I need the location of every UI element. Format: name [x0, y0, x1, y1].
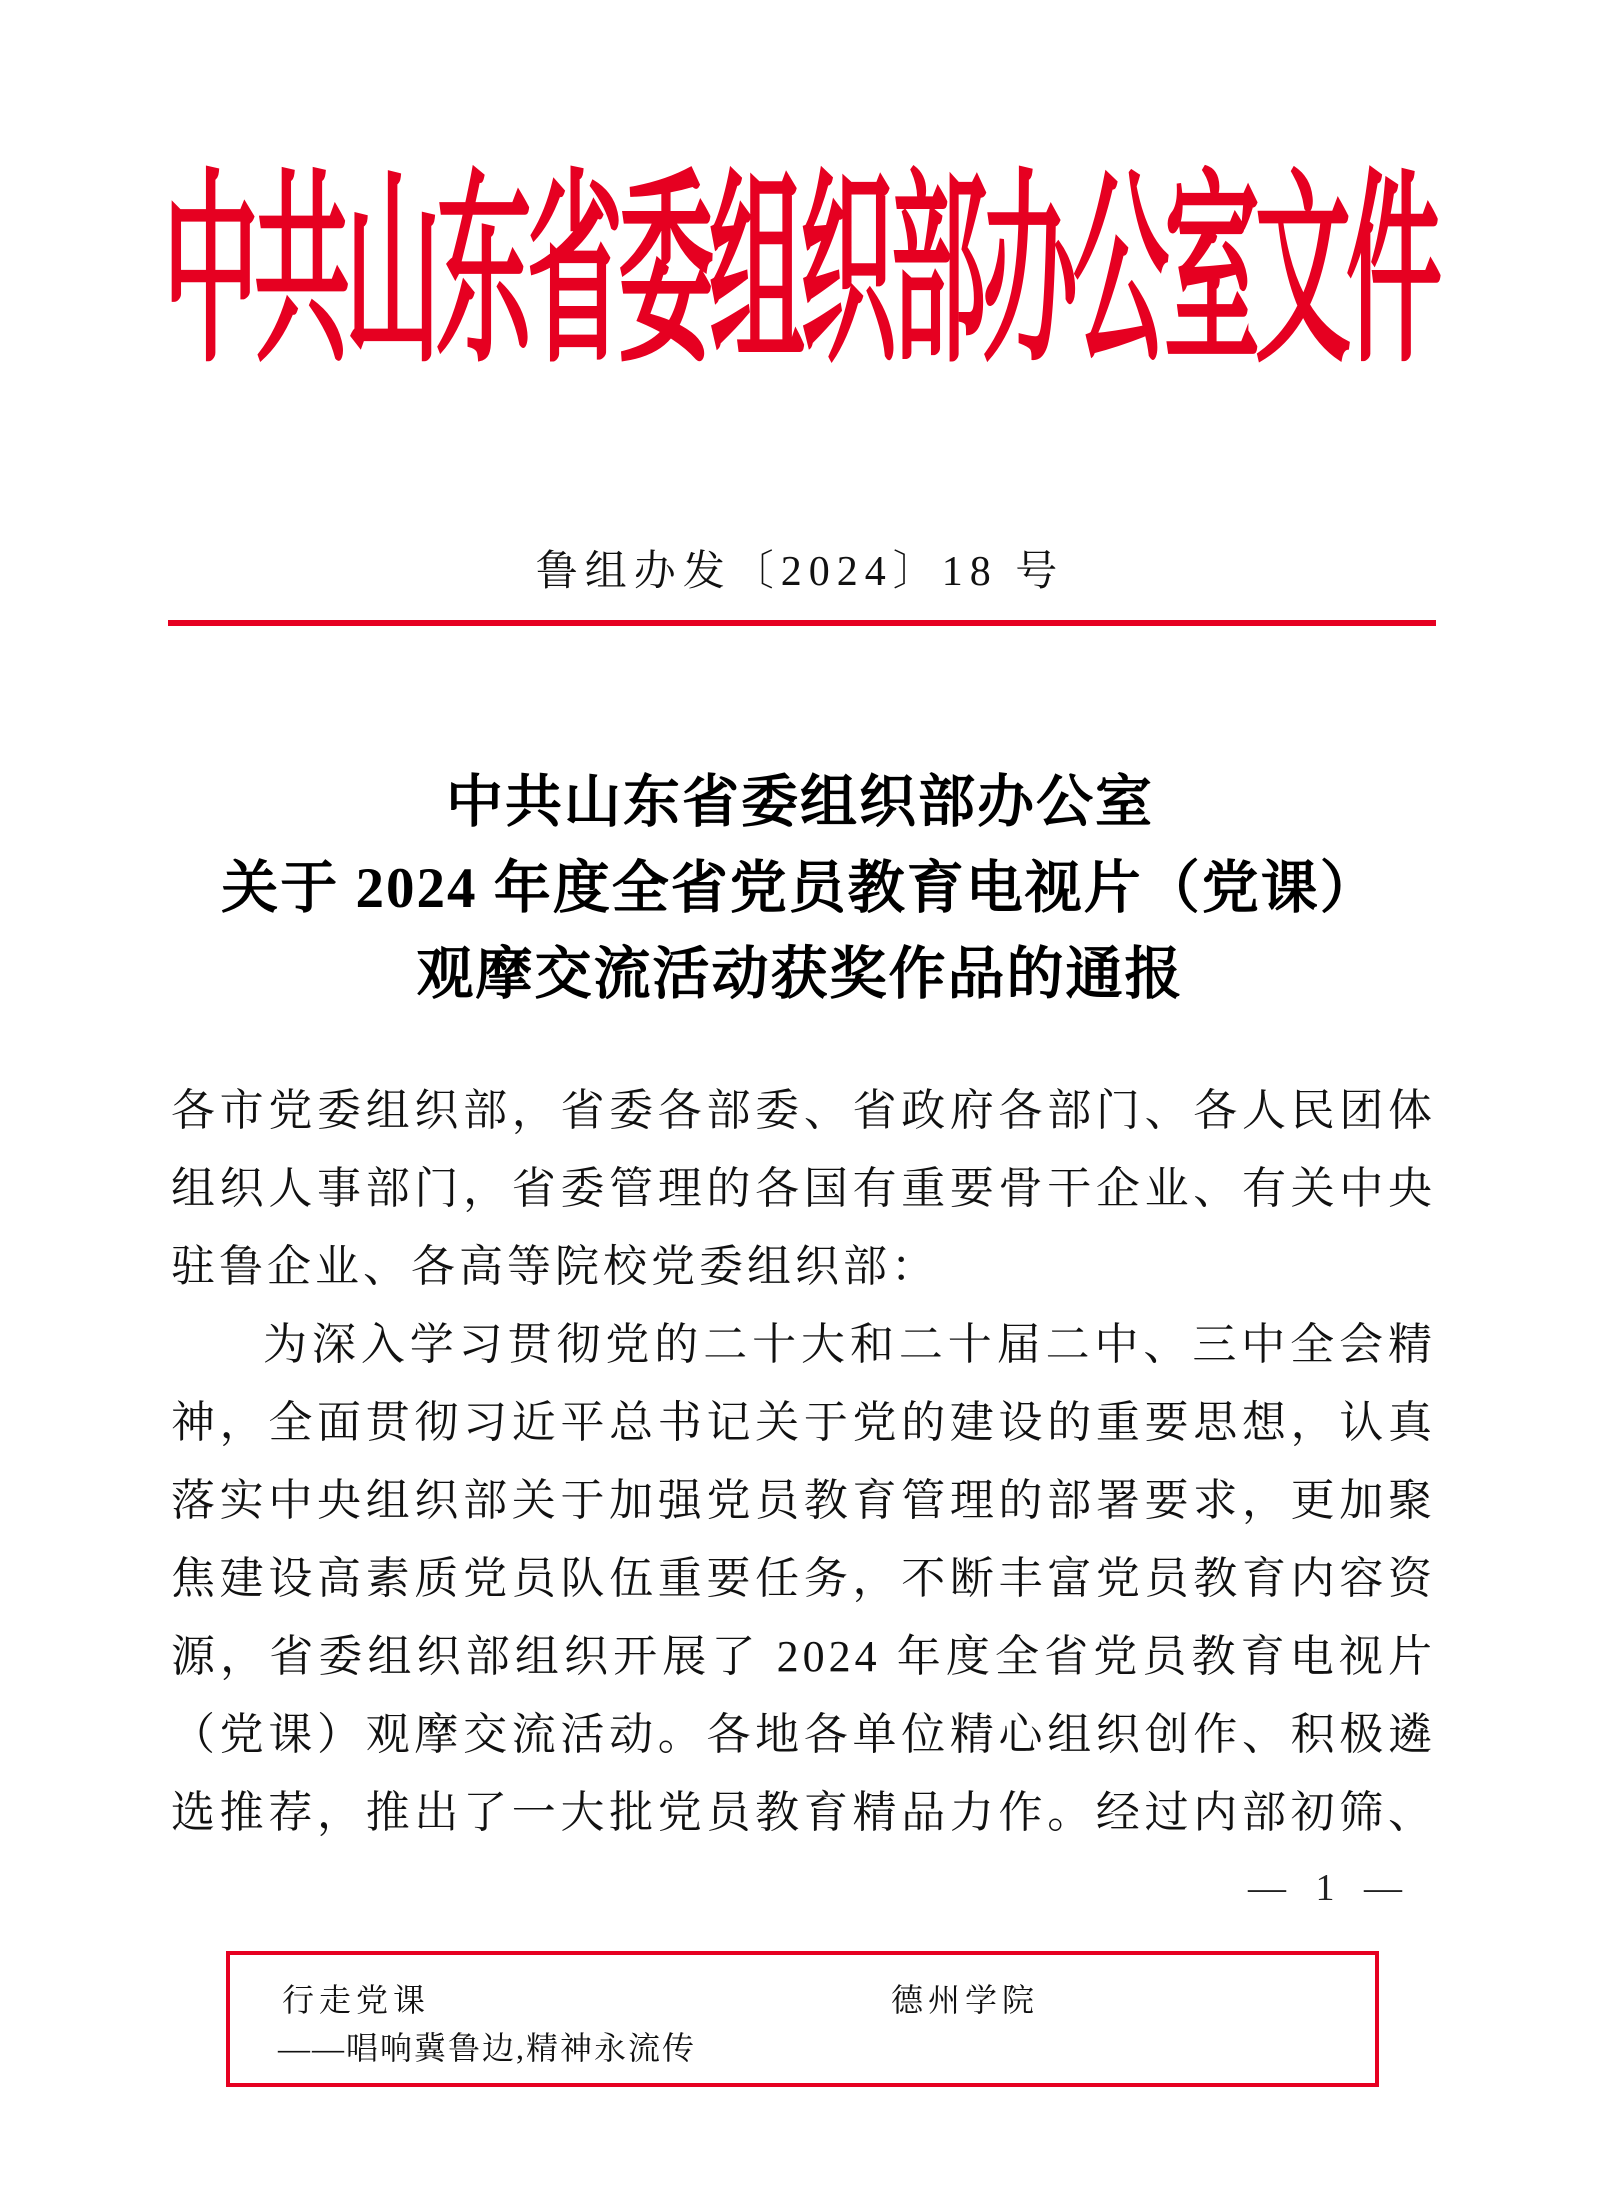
body-line: 焦建设高素质党员队伍重要任务，不断丰富党员教育内容资 [171, 1554, 1436, 1603]
doc-number: 鲁组办发〔2024〕18 号 [535, 549, 1065, 595]
work-unit: 德州学院 [891, 1982, 1040, 2018]
work-title: 行走党课 [282, 1982, 431, 2018]
body-paragraphs [171, 1072, 1436, 1852]
red-separator-line [168, 620, 1436, 626]
red-header-banner [0, 157, 1600, 388]
org-banner-text: 中共山东省委组织部办公室文件 [163, 157, 1437, 388]
page-number: — 1 — [1248, 1867, 1404, 1909]
body-line: 落实中央组织部关于加强党员教育管理的部署要求，更加聚 [171, 1476, 1436, 1525]
doc-title [0, 760, 1600, 1018]
body-line: 驻鲁企业、各高等院校党委组织部： [171, 1242, 939, 1291]
body-line: 为深入学习贯彻党的二十大和二十届二中、三中全会精 [263, 1320, 1436, 1369]
body-line: 源，省委组织部组织开展了 2024 年度全省党员教育电视片 [171, 1632, 1436, 1681]
body-line: 组织人事部门，省委管理的各国有重要骨干企业、有关中央 [171, 1164, 1436, 1213]
body-line: 各市党委组织部，省委各部委、省政府各部门、各人民团体 [171, 1086, 1436, 1135]
doc-title-line-3: 观摩交流活动获奖作品的通报 [416, 943, 1184, 1006]
body-line: （党课）观摩交流活动。各地各单位精心组织创作、积极遴 [171, 1710, 1436, 1759]
footer-box [226, 1951, 1379, 2087]
body-line: 选推荐，推出了一大批党员教育精品力作。经过内部初筛、 [171, 1788, 1436, 1837]
work-subtitle: ——唱响冀鲁边,精神永流传 [278, 2030, 697, 2066]
body-line: 神，全面贯彻习近平总书记关于党的建设的重要思想，认真 [171, 1398, 1436, 1447]
doc-title-line-1: 中共山东省委组织部办公室 [446, 771, 1154, 834]
doc-title-line-2: 关于 2024 年度全省党员教育电视片（党课） [221, 857, 1379, 920]
